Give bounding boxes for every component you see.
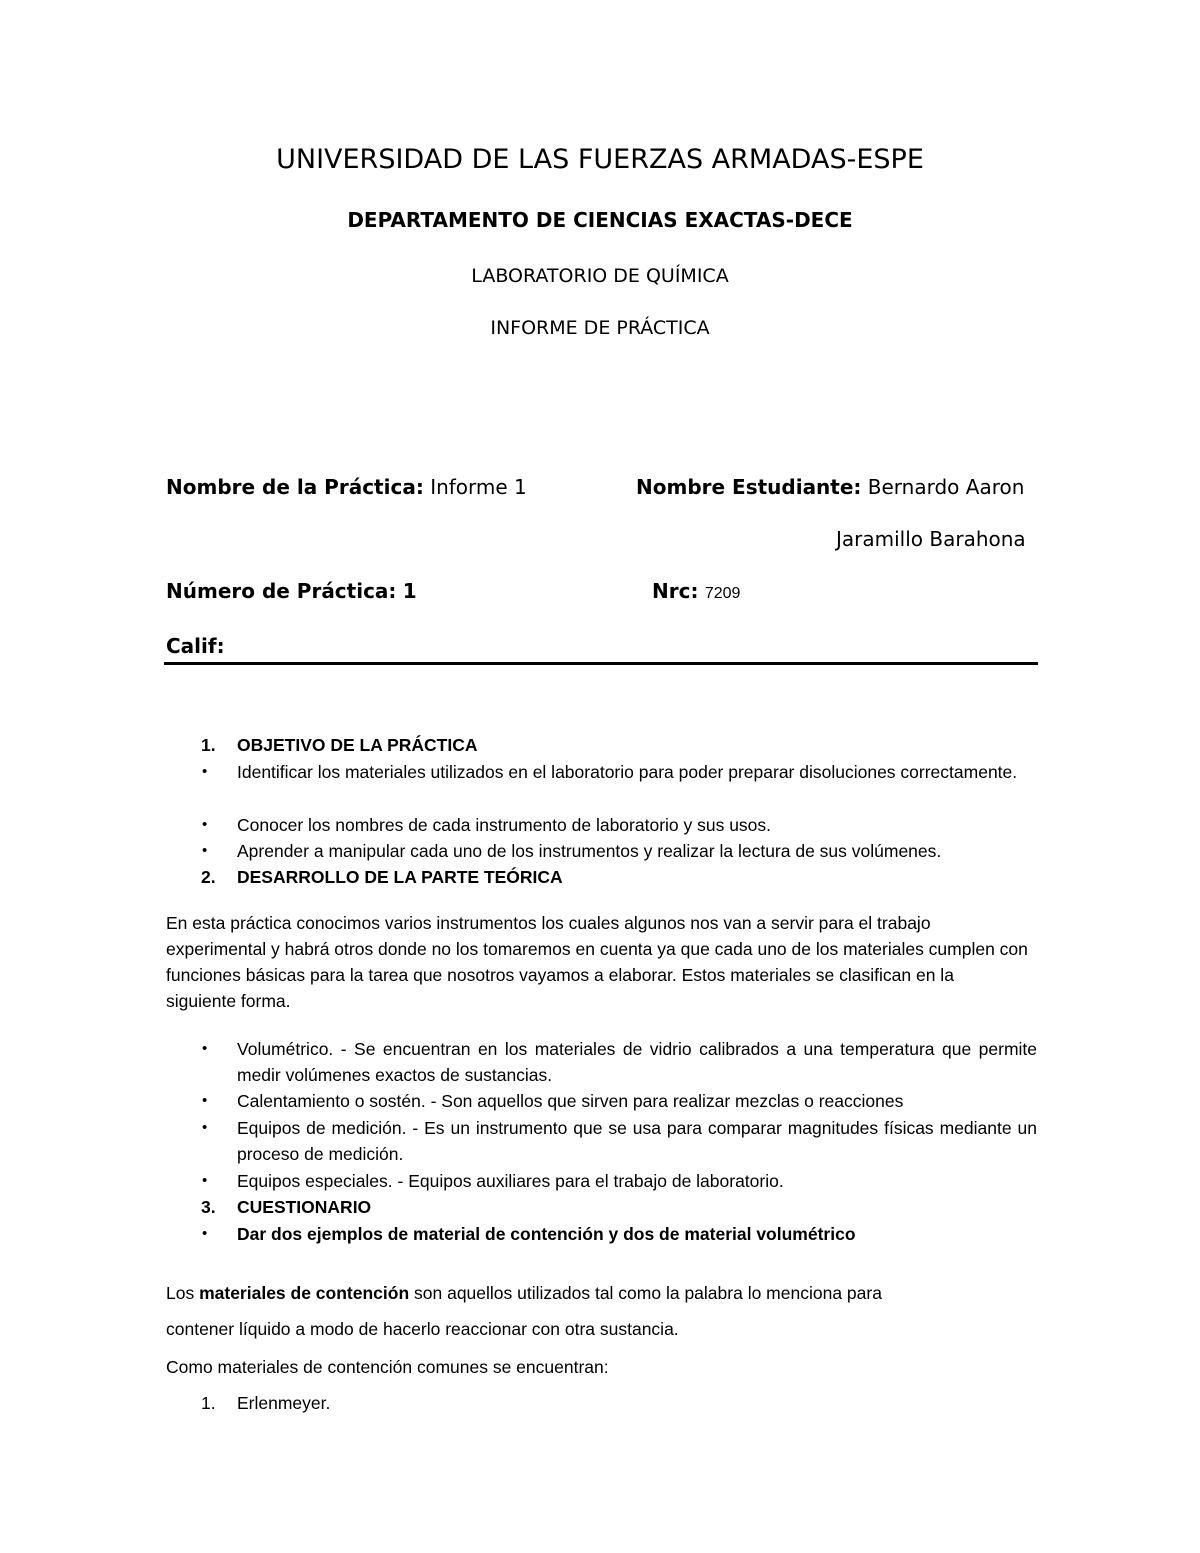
- common-materials-intro: Como materiales de contención comunes se encuentran:: [166, 1357, 609, 1377]
- answer-prefix: Los: [166, 1283, 200, 1303]
- practice-number-label: Número de Práctica:: [166, 579, 397, 603]
- objective-bullet-3: Aprender a manipular cada uno de los instrumentos y realizar la lectura de sus volúmenes.: [237, 841, 942, 861]
- student-name-value-line1: Bernardo Aaron: [867, 475, 1025, 499]
- answer-line-2: contener líquido a modo de hacerlo reaccionar con otra sustancia.: [166, 1319, 679, 1339]
- laboratory-title: LABORATORIO DE QUÍMICA: [471, 265, 729, 287]
- practice-name: [166, 475, 527, 499]
- student-name-value-line2: Jaramillo Barahona: [836, 527, 1026, 551]
- objective-bullet-2: Conocer los nombres de cada instrumento de laboratorio y sus usos.: [237, 815, 772, 835]
- bullet-glyph: •: [202, 1040, 208, 1057]
- list-item-erlenmeyer: Erlenmeyer.: [237, 1393, 331, 1413]
- student-name-label: Nombre Estudiante:: [636, 475, 862, 499]
- department-title: DEPARTAMENTO DE CIENCIAS EXACTAS-DECE: [347, 208, 853, 232]
- bullet-glyph: •: [202, 1172, 208, 1189]
- section-2-title: DESARROLLO DE LA PARTE TEÓRICA: [237, 867, 563, 887]
- nrc-value: 7209: [704, 585, 741, 602]
- section-3-title: CUESTIONARIO: [237, 1197, 372, 1217]
- theory-paragraph: En esta práctica conocimos varios instrumentos los cuales algunos nos van a servir para el trabajo experimental y habrá otros donde no los tomaremos en cuenta ya que cada uno de los materiales cumplen con funciones básicas para la tarea que nosotros vayamos a elaborar. Estos materiales se clasifican en la siguiente forma.: [166, 913, 1028, 1011]
- objective-bullet-1: Identificar los materiales utilizados en el laboratorio para poder preparar disoluciones correctamente.: [237, 762, 1018, 782]
- section-1-title: OBJETIVO DE LA PRÁCTICA: [237, 735, 478, 755]
- horizontal-rule: [164, 662, 1038, 665]
- bullet-glyph: •: [202, 1119, 208, 1136]
- student-name: [636, 475, 1024, 499]
- bullet-glyph: •: [202, 1092, 208, 1109]
- report-type-title: INFORME DE PRÁCTICA: [490, 317, 710, 339]
- bullet-glyph: •: [202, 842, 208, 859]
- material-bullet-2: Calentamiento o sostén. - Son aquellos que sirven para realizar mezclas o reacciones: [237, 1091, 904, 1111]
- practice-name-label: Nombre de la Práctica:: [166, 475, 424, 499]
- section-2-number: 2.: [201, 867, 216, 887]
- section-3-number: 3.: [201, 1197, 216, 1217]
- material-bullet-4: Equipos especiales. - Equipos auxiliares para el trabajo de laboratorio.: [237, 1171, 784, 1191]
- practice-number-value: 1: [402, 579, 417, 603]
- practice-number: [166, 579, 417, 603]
- university-title: UNIVERSIDAD DE LAS FUERZAS ARMADAS-ESPE: [276, 144, 924, 175]
- bullet-glyph: •: [202, 763, 208, 780]
- nrc: [652, 579, 740, 603]
- answer-line-1: [166, 1280, 1036, 1306]
- bullet-glyph: •: [202, 1225, 208, 1242]
- question-1: Dar dos ejemplos de material de contención y dos de material volumétrico: [237, 1224, 856, 1244]
- grade-label: Calif:: [166, 634, 225, 658]
- answer-rest: son aquellos utilizados tal como la palabra lo menciona para: [409, 1283, 882, 1303]
- section-1-number: 1.: [201, 735, 216, 755]
- answer-bold-term: materiales de contención: [199, 1283, 410, 1303]
- grade: [166, 634, 225, 658]
- material-bullet-3: Equipos de medición. - Es un instrumento que se usa para comparar magnitudes físicas mediante un proceso de medición.: [237, 1118, 1037, 1164]
- practice-name-value: Informe 1: [430, 475, 527, 499]
- nrc-label: Nrc:: [652, 579, 699, 603]
- bullet-glyph: •: [202, 816, 208, 833]
- list-number-1: 1.: [201, 1393, 216, 1413]
- material-bullet-1: Volumétrico. - Se encuentran en los materiales de vidrio calibrados a una temperatura que permite medir volúmenes exactos de sustancias.: [237, 1039, 1037, 1085]
